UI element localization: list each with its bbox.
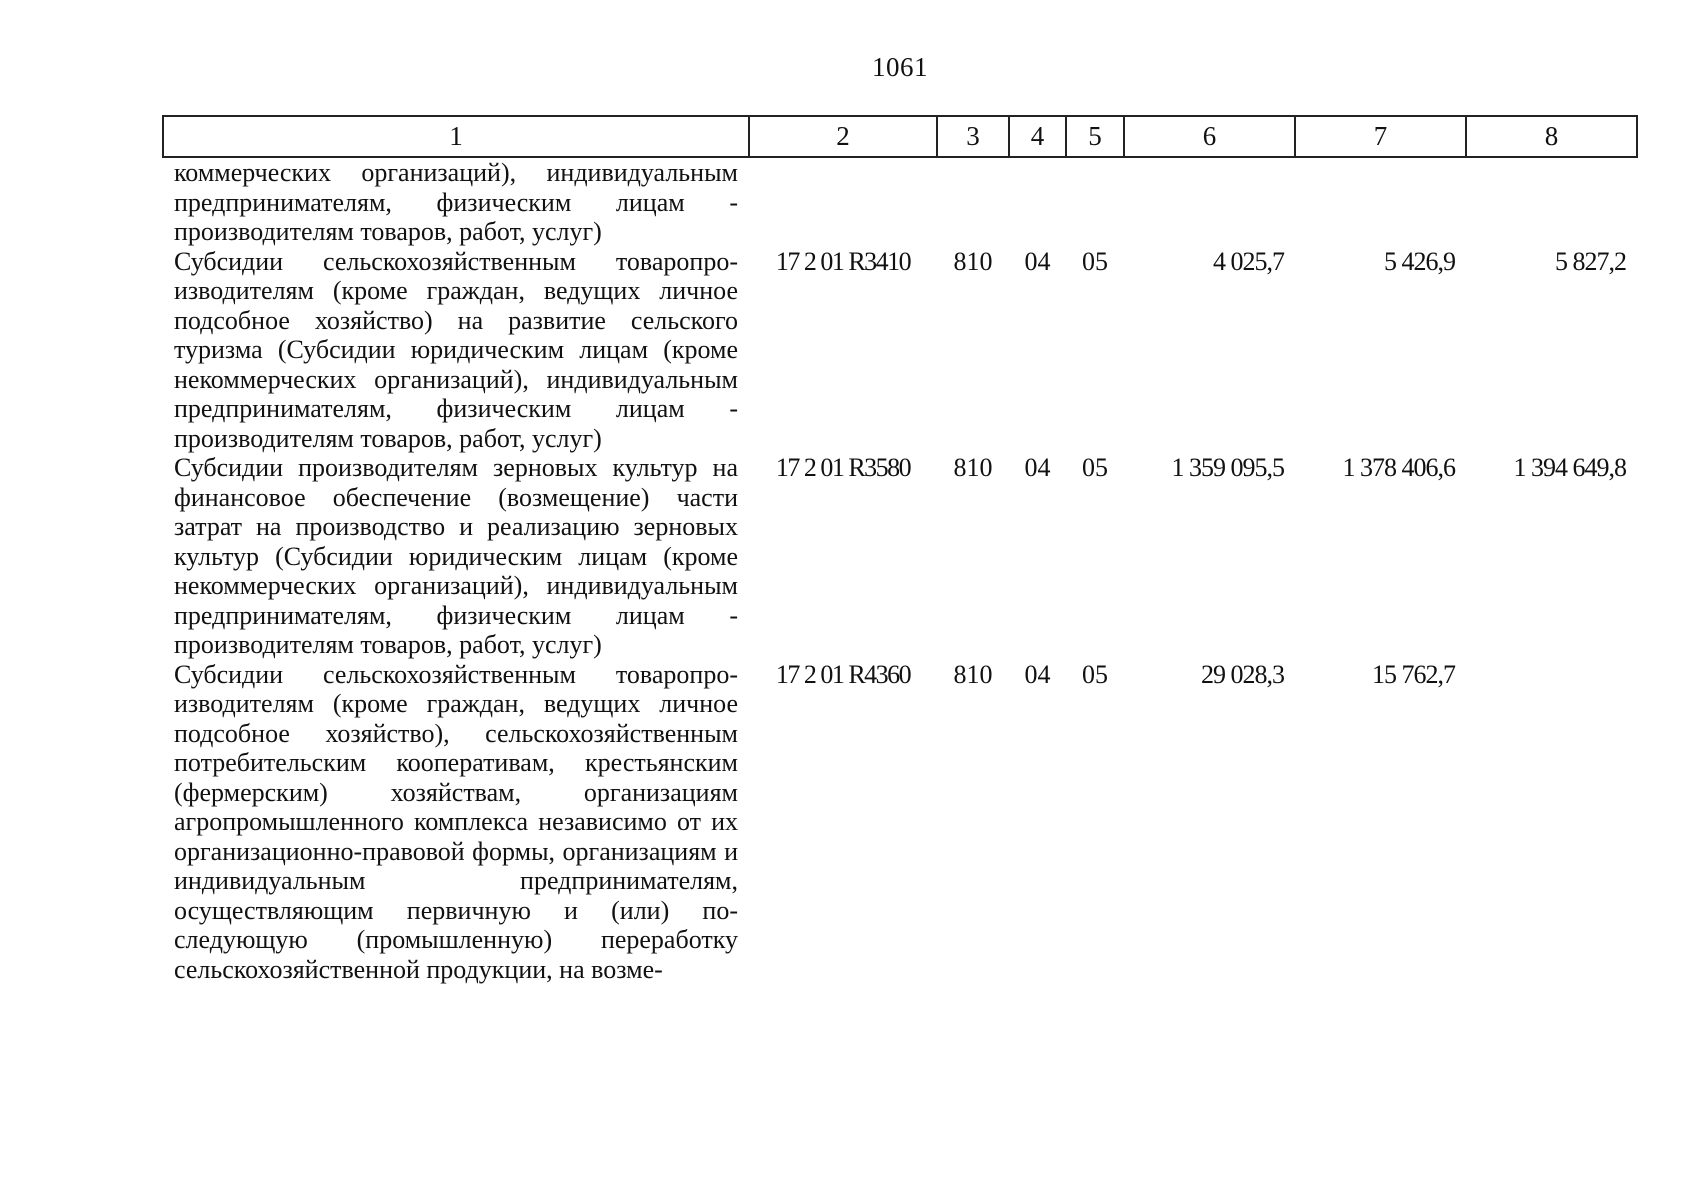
- row-code: 17 2 01 R3580: [775, 453, 911, 482]
- row-col8: [1466, 660, 1637, 985]
- row-col7: 5 426,9: [1384, 246, 1455, 276]
- row-description: Субсидии сельскохозяйственным товаропроизводителям (кроме граждан, ведущих личное подсобное хозяйство) на развитие сельского туризма (Субсидии юридическим лицам (кроме некоммерческих организаций), индивидуальным предпринимателям, физическим лицам - производителям товаров, работ, услуг): [174, 246, 738, 453]
- page-number: 1061: [872, 52, 928, 82]
- column-header-6: 6: [1124, 116, 1295, 157]
- row-description: коммерческих организаций), индивидуальным предпринимателям, физическим лицам - производителям товаров, работ, услуг): [174, 158, 738, 246]
- row-description: Субсидии сельскохозяйственным товаропроизводителям (кроме граждан, ведущих личное подсобное хозяйство), сельскохозяйственным потребительским кооперативам, крестьянским (фермерским) хозяйствам, организациям агропромышленного комплекса независимо от их организационно-правовой формы, организациям и индивидуальным предпринимателям, осуществляющим первичную и (или) последующую (промышленную) переработку сельскохозяйственной продукции, на возме-: [174, 659, 738, 984]
- header-row: [163, 116, 1637, 157]
- row-col7: 15 762,7: [1372, 659, 1455, 689]
- row-col5: 05: [1082, 246, 1108, 276]
- row-code: [749, 157, 937, 247]
- row-col7: 1 378 406,6: [1342, 453, 1455, 482]
- column-header-7: 7: [1295, 116, 1466, 157]
- row-col5: 05: [1082, 659, 1108, 689]
- row-col8: [1466, 157, 1637, 247]
- column-header-4: 4: [1009, 116, 1066, 157]
- column-header-8: 8: [1466, 116, 1637, 157]
- row-code: 17 2 01 R4360: [775, 659, 911, 689]
- row-col3: 810: [953, 453, 993, 482]
- table-row: [163, 660, 1637, 985]
- row-col3: 810: [953, 246, 993, 276]
- row-col3: 810: [953, 659, 993, 689]
- budget-table: [162, 115, 1638, 984]
- column-header-1: 1: [163, 116, 749, 157]
- row-col8: 5 827,2: [1555, 246, 1626, 276]
- row-col5: 05: [1082, 453, 1108, 482]
- row-col4: 04: [1024, 246, 1051, 276]
- column-header-5: 5: [1066, 116, 1124, 157]
- row-col4: 04: [1024, 659, 1051, 689]
- table-header: [163, 116, 1637, 157]
- row-col7: [1295, 157, 1466, 247]
- column-header-2: 2: [749, 116, 937, 157]
- row-col4: [1009, 157, 1066, 247]
- row-col8: 1 394 649,8: [1513, 453, 1626, 482]
- column-header-3: 3: [937, 116, 1009, 157]
- row-description: Субсидии производителям зерновых культур на финансовое обеспечение (возмещение) части затрат на производство и реализацию зерновых культур (Субсидии юридическим лицам (кроме некоммерческих организаций), индивидуальным предпринимателям, физическим лицам - производителям товаров, работ, услуг): [174, 453, 738, 659]
- row-col6: [1124, 157, 1295, 247]
- table-row: [163, 247, 1637, 454]
- table-row: [163, 157, 1637, 247]
- row-col6: 29 028,3: [1201, 659, 1284, 689]
- row-col5: [1066, 157, 1124, 247]
- table-row: [163, 453, 1637, 660]
- row-col4: 04: [1024, 453, 1051, 482]
- row-code: 17 2 01 R3410: [775, 246, 911, 276]
- row-col3: [937, 157, 1009, 247]
- row-col6: 1 359 095,5: [1171, 453, 1284, 482]
- row-col6: 4 025,7: [1213, 246, 1284, 276]
- table-body: [163, 157, 1637, 984]
